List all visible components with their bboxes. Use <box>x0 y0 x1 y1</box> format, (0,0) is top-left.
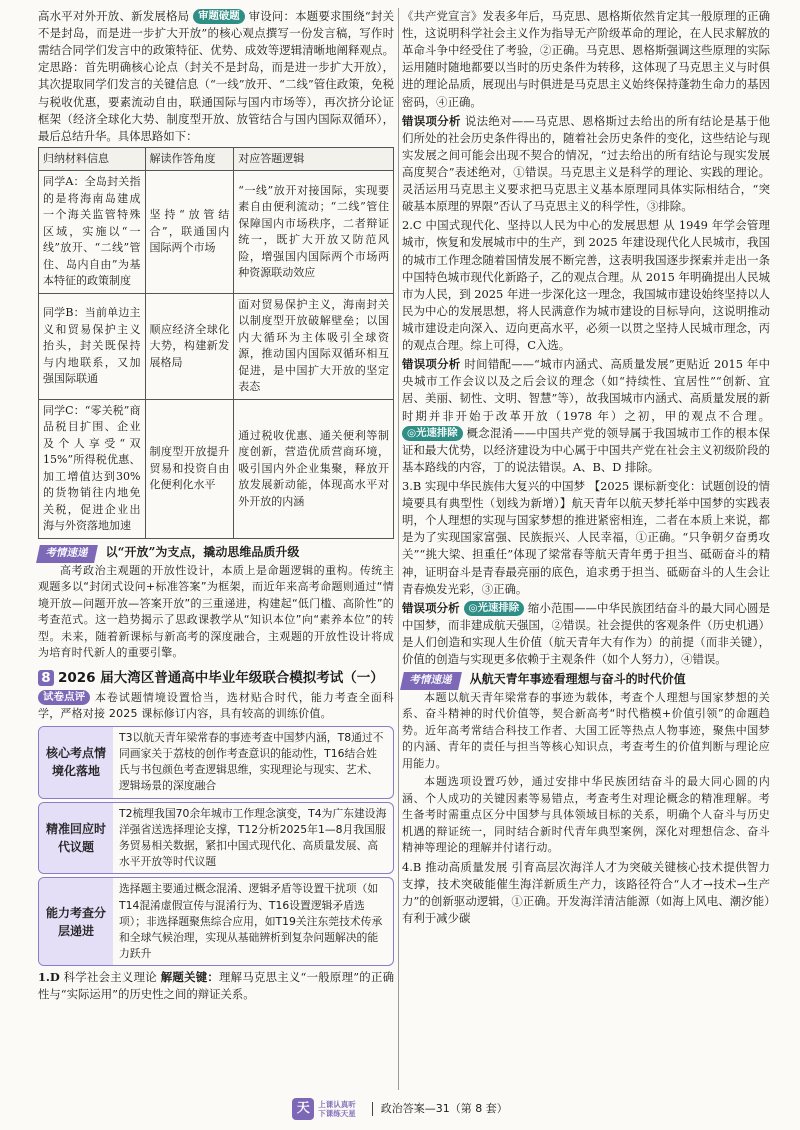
exam-tip-header <box>402 670 770 690</box>
table-cell: “一线”放开对接国际，实现要素自由便利流动；“二线”管住保障国内市场秩序，二者辩证统一，既扩大开放又防范风险，增强国内国际两个市场两种资源联动效应 <box>234 171 394 294</box>
feature-text: T2梳理我国70余年城市工作理念演变，T4为广东建设海洋强省送选择理论支撑，T12分析2025年1—8月我国服务贸易相关数据，紧扣中国式现代化、高质量发展、高水平开放等时代议题 <box>119 806 387 869</box>
intro-first: 高水平对外开放、新发展格局 <box>38 9 190 23</box>
table-row <box>39 399 394 538</box>
feature-label: 精准回应时代议题 <box>39 803 113 874</box>
tip-body: 本题选项设置巧妙，通过安排中华民族团结奋斗的最大同心圆的内涵、个人成功的关键因素等易错点，考查考生对理论概念的精准理解。考生备考时需重点区分中国梦与具体领域目标的关系，明确个人奋斗与历史机遇的辩证统一，同时结合新时代青年典型案例，深化对理想信念、奋斗精神等理论的理解并付诸行动。 <box>402 775 770 855</box>
table-cell: 制度型开放提升贸易和投资自由化便利化水平 <box>145 399 234 538</box>
slogan-line: 下课练天星 <box>318 1109 356 1118</box>
wrong-analysis-label: 错误项分析 <box>402 600 460 615</box>
q1-topic: 科学社会主义理论 <box>63 970 157 985</box>
table-cell: 坚持“放管结合”，联通国内国际两个市场 <box>145 171 234 294</box>
exam-heading <box>38 668 394 688</box>
feature-text: 选择题主要通过概念混淆、逻辑矛盾等设置干扰项（如T14混淆虚假宣传与混淆行为、T16设置逻辑矛盾选项）；非选择题聚焦综合应用，如T19关注东莞技术传承和全球气候治理，实现从基础辨析到复杂问题解决的能力跃升 <box>119 882 383 961</box>
q1-number: 1.D <box>38 970 60 985</box>
q3-wrong-analysis <box>402 600 770 668</box>
table-cell: 同学C：“零关税”商品税目扩围、企业及个人享受“双15%”所得税优惠、加工增值达到30%的货物销往内地免关税，促进企业出海与外资落地加速 <box>39 399 146 538</box>
intro-paragraph <box>38 8 394 145</box>
table-cell: 通过税收优惠、通关便利等制度创新，营造优质营商环境，吸引国内外企业集聚，释放开放发展新动能，体现高水平对外开放的内涵 <box>234 399 394 538</box>
feature-box <box>38 877 394 966</box>
q1-wrong-analysis <box>402 113 770 216</box>
feature-label: 能力考查分层递进 <box>39 878 113 965</box>
tip-title: 以“开放”为支点，撬动思维品质升级 <box>105 544 300 559</box>
exam-title: 2026 届大湾区普通高中毕业年级联合模拟考试（一） <box>58 669 384 686</box>
table-header: 对应答题逻辑 <box>234 147 394 171</box>
intro-rest: 审设问：本题要求围绕“封关不是封岛，而是进一步扩大开放”的核心观点撰写一份发言稿，写作时需结合同学们发言中的政策特征、优势、成效等逻辑清晰地阐释观点。定思路：首先明确核心论点（封关不是封岛，而是进一步扩大开放），其次提取同学们发言的关键信息（“一线”放开、“二线”管住政策，免税与税收优惠，要素流动自由，联通国际与国内市场等），再次挤分论证框架（经济全球化大势、制度型开放、放管结合与国内国际双循环），最后总结升华。具体思路如下： <box>38 9 394 143</box>
fast-exclude-text: 概念混淆——中国共产党的领导属于我国城市工作的根本保证和最大优势，以经济建设为中心属于中国共产党在社会主义初级阶段的基本路线的内容，丁的说法错误。A、B、D 排除。 <box>402 425 770 474</box>
tip-title: 从航天青年事迹看理想与奋斗的时代价值 <box>469 672 686 687</box>
table-header: 归纳材料信息 <box>39 147 146 171</box>
table-row <box>39 171 394 294</box>
fast-exclude-badge: ◎光速排除 <box>464 601 525 616</box>
slogan-line: 上课认真听 <box>318 1100 356 1109</box>
column-divider <box>398 8 399 1090</box>
trial-text: 本卷试题情境设置恰当，选材贴合时代，能力考查全面科学，严格对接 2025 课标修订内容，具有较高的训练价值。 <box>38 690 394 721</box>
question-2-answer: 2.C 中国式现代化、坚持以人民为中心的发展思想 从 1949 年学会管理城市，恢复和发展城市中的生产，到 2025 年建设现代化人民城市，我国的城市工作理念随着国情发展不断完善，这表明我国逐步探索并走出一条中国特色城市现代化新路子，乙的观点合理。从 2015 年明确提出人民城市为人民，到 2025 年进一步深化这一理念，我国城市建设始终坚持以人民为中心的发展思想，将人民满意作为城市建设的目标导向，这说明推动城市建设走向深入、迈向更高水平，必须一以贯之坚持人民城市理念，丙的观点合理。综上可得，C入选。 <box>402 218 770 353</box>
question-3-answer: 3.B 实现中华民族伟大复兴的中国梦 【2025 课标新变化：试题创设的情境要具有典型性（划线为新增）】航天青年以航天梦托举中国梦的实践表明，个人理想的实现与国家梦想的推进紧密相连，二者在本质上来说，都是为了实现国家富强、民族振兴、人民幸福，①正确。“只争朝夕奋勇攻关”“挑大梁、担重任”体现了梁常春等航天青年勇于担当、砥砺奋斗的精神，证明奋斗是青春最亮丽的底色，追求勇于担当、砥砺奋斗的人生会让青春焕发光彩，③正确。 <box>402 478 770 596</box>
table-header-row <box>39 147 394 171</box>
feature-box <box>38 726 394 799</box>
q2-wrong-analysis <box>402 356 770 476</box>
feature-text: T3以航天青年梁常春的事迹考查中国梦内涵，T8通过不同画家关于荔枝的创作考查意识的能动性，T16结合姓氏与书包颜色考查逻辑思维，实现理论与现实、艺术、逻辑场景的深度融合 <box>119 730 384 793</box>
exam-number: 8 <box>38 670 54 686</box>
q1-text: 理解马克思主义“一般原理”的正确性与“实际运用”的历史性之间的辩证关系。 <box>38 970 394 1002</box>
table-header: 解读作答角度 <box>145 147 234 171</box>
tip-body: 本题以航天青年梁常春的事迹为载体，考查个人理想与国家梦想的关系、奋斗精神的时代价值等，契合新高考“时代楷模+价值引领”的命题趋势。近年高考常结合科技工作者、大国工匠等热点人物事迹，聚焦中国梦的内涵、青年的责任与担当等核心知识点，考查考生的价值判断与理论应用能力。 <box>402 690 770 770</box>
page-footer <box>0 1096 800 1122</box>
wrong-analysis-label: 错误项分析 <box>402 113 461 128</box>
footer-separator <box>372 1102 373 1116</box>
q1-key-label: 解题关键： <box>160 970 220 985</box>
q1-continued: 《共产党宣言》发表多年后，马克思、恩格斯依然肯定其一般原理的正确性，这说明科学社会主义作为指导无产阶级革命的理论，在人民求解放的革命斗争中经受住了考验，②正确。马克思、恩格斯强调这些原理的实际运用随时随地都要以当时的历史条件为转移，这体现了马克思主义与时俱进的理论品质，展现出与时俱进是马克思主义始终保持蓬勃生命力的基因密码，④正确。 <box>402 9 770 109</box>
feature-label: 核心考点情境化落地 <box>39 727 113 798</box>
tip-tag: 考情速递 <box>400 672 462 690</box>
fast-exclude-badge: ◎光速排除 <box>402 426 463 441</box>
question-4-answer: 4.B 推动高质量发展 引育高层次海洋人才为突破关键核心技术提供智力支撑，技术突破能催生海洋新质生产力，该路径符合“人才→技术→生产力”的创新驱动逻辑，①正确。开发海洋清洁能源（如海上风电、潮汐能）有利于减少碳 <box>402 859 770 926</box>
table-cell: 同学A：全岛封关指的是将海南岛建成一个海关监管特殊区域，实施以“一线”放开、“二线”管住、岛内自由”为基本特征的政策制度 <box>39 171 146 294</box>
tip-body: 高考政治主观题的开放性设计，本质上是命题逻辑的重构。传统主观题多以“封闭式设问+标准答案”为框架，而近年来高考命题则通过“情境开放—问题开放—答案开放”的三重递进，构建起“低门槛、高阶性”的考查范式。这一趋势揭示了思政课教学从“知识本位”向“素养本位”的转型。未来，随着新课标与新高考的深度融合，主观题的开放性设计将成为培育时代新人的重要引擎。 <box>38 563 394 660</box>
page-number: 政治答案—31（第 8 套） <box>380 1101 508 1115</box>
wrong-analysis-label: 错误项分析 <box>402 357 461 372</box>
wrong-analysis-text: 说法绝对——马克思、恩格斯过去给出的所有结论是基于他们所处的社会历史条件得出的，随着社会历史条件的变化，这些结论与现实发展之间可能会出现不契合的情况，“过去给出的所有结论与现实发展高度契合”表述绝对，①错误。马克思主义是科学的理论、实践的理论。灵活运用马克思主义要求把马克思主义基本原理同具体实际相结合，“突破基本原理的界限”否认了马克思主义的科学性，③排除。 <box>402 113 770 214</box>
table-cell: 顺应经济全球化大势，构建新发展格局 <box>145 293 234 399</box>
wrong-analysis-text: 时间错配——“城市内涵式、高质量发展”更贴近 2015 年中央城市工作会议以及之后会议的理念（如“持续性、宜居性”“创新、宜居、美丽、韧性、文明、智慧”等），故我国城市内涵式、高质量发展的新时期并非开始于改革开放（1978 年）之初，甲的观点不合理。 <box>402 357 770 423</box>
feature-box <box>38 802 394 875</box>
table-row <box>39 293 394 399</box>
tip-tag: 考情速递 <box>36 545 98 563</box>
trial-badge: 试卷点评 <box>38 690 90 705</box>
left-column <box>38 8 394 1006</box>
brand-slogan <box>318 1100 356 1118</box>
right-column <box>402 8 770 929</box>
review-badge: 审题破题 <box>193 9 245 24</box>
question-1-answer <box>38 969 394 1003</box>
wrong-analysis-text: 缩小范围——中华民族团结奋斗的最大同心圆是中国梦，而非建成航天强国，②错误。社会提供的客观条件（历史机遇）是人们创造和实现人生价值（航天青年大有作为）的前提（而非关键），价值的创造与实现更多依赖于主观条件（如个人努力），④错误。 <box>402 600 770 667</box>
table-cell: 面对贸易保护主义，海南封关以制度型开放破解壁垒；以国内大循环为主体吸引全球资源，推动国内国际双循环相互促进，是中国扩大开放的坚定表态 <box>234 293 394 399</box>
brand-logo-icon: 天 <box>292 1098 314 1120</box>
exam-tip-header <box>38 543 394 563</box>
thinking-table <box>38 147 394 539</box>
table-cell: 同学B：当前单边主义和贸易保护主义抬头，封关既保持与内地联系，又加强国际联通 <box>39 293 146 399</box>
trial-comment <box>38 690 394 723</box>
